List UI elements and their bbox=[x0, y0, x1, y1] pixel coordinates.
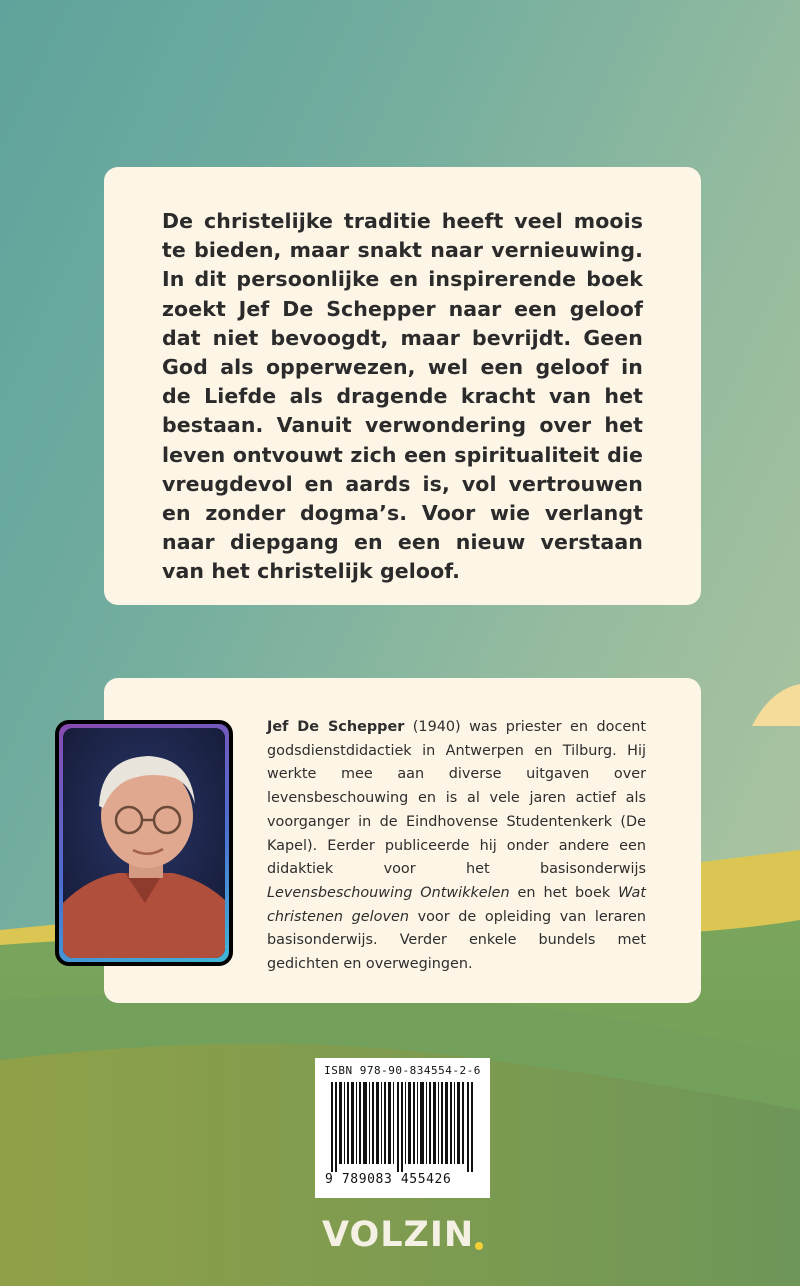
sun-shape bbox=[752, 684, 800, 726]
logo-dot-icon bbox=[475, 1242, 483, 1250]
blurb-card bbox=[104, 167, 701, 605]
author-photo bbox=[55, 720, 233, 966]
isbn-label: ISBN 978-90-834554-2-6 bbox=[324, 1064, 481, 1077]
bio-part-2: en het boek bbox=[509, 884, 619, 901]
barcode-digits: 9 789083 455426 bbox=[325, 1172, 452, 1187]
author-bio-text bbox=[267, 716, 646, 977]
blurb-text: De christelijke traditie heeft veel moois te bieden, maar snakt naar vernieuwing. In dit persoonlijke en inspirerende boek zoekt Jef De Schepper naar een geloof dat niet bevoogdt, maar bevrijdt. Geen God als opperwezen, wel een geloof in de Liefde als dragende kracht van het bestaan. Vanuit verwondering over het leven ontvouwt zich een spiritualiteit die vreugdevol en aards is, vol vertrouwen en zonder dogma’s. Voor wie verlangt naar diepgang en een nieuw verstaan van het christelijk geloof. bbox=[162, 209, 643, 584]
bio-part-3: voor de opleiding van leraren basisonderwijs. Verder enkele bundels met gedichten en overwegingen. bbox=[267, 908, 646, 973]
author-photo-image bbox=[63, 728, 225, 958]
publisher-logo: VOLZIN bbox=[322, 1215, 475, 1255]
isbn-barcode bbox=[315, 1058, 490, 1198]
book-title-1: Levensbeschouwing Ontwikkelen bbox=[267, 884, 510, 901]
author-name: Jef De Schepper bbox=[267, 719, 405, 735]
bio-part-1: (1940) was priester en docent godsdienstdidactiek in Antwerpen en Tilburg. Hij werkte mee aan diverse uitgaven over levensbeschouwing en is al vele jaren actief als voorganger in de Eindhovense Studentenkerk (De Kapel). Eerder publiceerde hij onder andere een didaktiek voor het basisonderwijs bbox=[267, 719, 646, 878]
barcode-bars bbox=[327, 1082, 479, 1172]
book-title-2: Wat christenen geloven bbox=[267, 884, 646, 925]
